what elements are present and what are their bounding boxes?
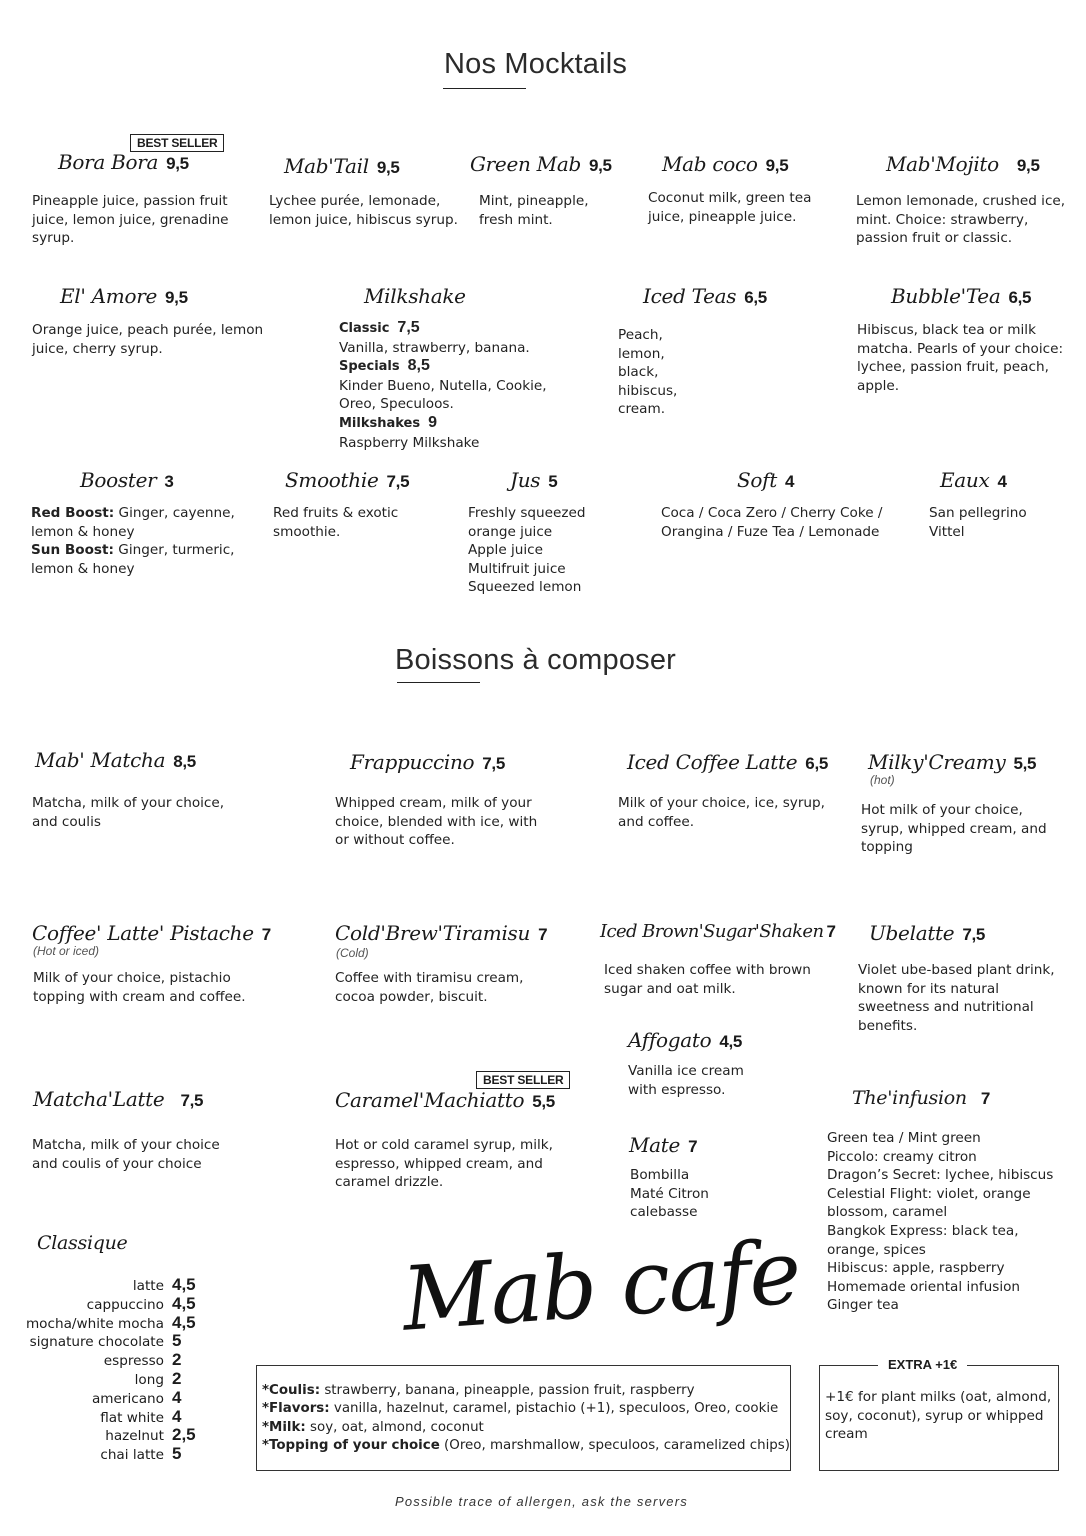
- iced-brown-sugar-title: Iced Brown'Sugar'Shaken 7: [600, 921, 836, 942]
- mocktails-section-title: Nos Mocktails: [444, 48, 628, 80]
- el-amore-title: El' Amore 9,5: [60, 284, 188, 308]
- booster-desc: Red Boost: Ginger, cayenne, lemon & honey Sun Boost: Ginger, turmeric, lemon & honey: [31, 505, 235, 577]
- the-infusion-desc: Green tea / Mint green Piccolo: creamy citron Dragon’s Secret: lychee, hibiscus Celestial Flight: violet, orange blossom, caramel Bangkok Express: black tea, orange, spices Hibiscus: apple, raspberry Homemade oriental infusion Ginger tea: [827, 1130, 1054, 1314]
- list-item: cappuccino 4,5: [86, 1293, 196, 1313]
- bubble-tea-desc: Hibiscus, black tea or milk matcha. Pearls of your choice: lychee, passion fruit, peach, apple.: [857, 322, 1064, 394]
- el-amore-desc: Orange juice, peach purée, lemon juice, cherry syrup.: [32, 322, 264, 357]
- options-box: [256, 1365, 791, 1471]
- mab-coco-title: Mab coco 9,5: [662, 152, 789, 176]
- extra-title: EXTRA +1€: [878, 1357, 967, 1372]
- the-infusion-title: The'infusion 7: [852, 1087, 991, 1109]
- affogato-title: Affogato 4,5: [628, 1028, 743, 1052]
- caramel-machiatto-desc: Hot or cold caramel syrup, milk, espresso, whipped cream, and caramel drizzle.: [335, 1137, 553, 1191]
- extra-box: [819, 1365, 1059, 1471]
- affogato-desc: Vanilla ice cream with espresso.: [628, 1063, 744, 1098]
- options-text: *Coulis: strawberry, banana, pineapple, passion fruit, raspberry *Flavors: vanilla, hazelnut, caramel, pistachio (+1), speculoos, Oreo, cookie *Milk: soy, oat, almond, coconut *Topping of your choice (Oreo, marshmallow, speculoos, caramelized chips): [262, 1383, 790, 1454]
- soft-desc: Coca / Coca Zero / Cherry Coke / Orangina / Fuze Tea / Lemonade: [661, 505, 883, 540]
- list-item: espresso 2: [103, 1350, 182, 1370]
- coffee-latte-pistache-title: Coffee' Latte' Pistache 7: [32, 921, 271, 945]
- allergen-footer: Possible trace of allergen, ask the servers: [395, 1494, 688, 1509]
- mate-title: Mate 7: [629, 1133, 698, 1157]
- eaux-desc: San pellegrino Vittel: [929, 505, 1027, 540]
- matcha-latte-desc: Matcha, milk of your choice and coulis of your choice: [32, 1137, 220, 1172]
- mabtail-desc: Lychee purée, lemonade, lemon juice, hibiscus syrup.: [269, 193, 458, 228]
- mab-cafe-logo: Mab cafe: [398, 1220, 803, 1351]
- best-seller-badge: BEST SELLER: [476, 1071, 570, 1089]
- title-underline: [397, 682, 480, 683]
- extra-text: +1€ for plant milks (oat, almond, soy, coconut), syrup or whipped cream: [825, 1389, 1052, 1443]
- classique-list: [20, 1275, 210, 1463]
- bubble-tea-title: Bubble'Tea 6,5: [891, 284, 1032, 308]
- smoothie-title: Smoothie 7,5: [285, 468, 410, 492]
- bora-bora-desc: Pineapple juice, passion fruit juice, lemon juice, grenadine syrup.: [32, 193, 229, 247]
- mab-matcha-desc: Matcha, milk of your choice, and coulis: [32, 795, 225, 830]
- green-mab-title: Green Mab 9,5: [470, 152, 612, 176]
- list-item: latte 4,5: [132, 1275, 196, 1294]
- best-seller-badge: BEST SELLER: [130, 134, 224, 152]
- bora-bora-title: Bora Bora 9,5: [58, 150, 189, 174]
- list-item: americano 4: [91, 1387, 182, 1407]
- matcha-latte-title: Matcha'Latte 7,5: [33, 1087, 204, 1111]
- milky-creamy-note: (hot): [870, 773, 895, 787]
- mab-coco-desc: Coconut milk, green tea juice, pineapple juice.: [648, 190, 812, 225]
- iced-teas-title: Iced Teas 6,5: [643, 284, 767, 308]
- list-item: chai latte 5: [100, 1444, 182, 1464]
- mab-matcha-title: Mab' Matcha 8,5: [35, 748, 196, 772]
- iced-coffee-latte-title: Iced Coffee Latte 6,5: [627, 750, 829, 774]
- iced-coffee-latte-desc: Milk of your choice, ice, syrup, and coffee.: [618, 795, 825, 830]
- frappuccino-desc: Whipped cream, milk of your choice, blended with ice, with or without coffee.: [335, 795, 538, 849]
- list-item: signature chocolate 5: [29, 1331, 182, 1351]
- ubelatte-title: Ubelatte 7,5: [869, 921, 986, 945]
- cold-brew-tiramisu-title: Cold'Brew'Tiramisu 7: [335, 921, 548, 945]
- mab-mojito-desc: Lemon lemonade, crushed ice, mint. Choice: strawberry, passion fruit or classic.: [856, 193, 1066, 247]
- booster-title: Booster 3: [80, 468, 174, 492]
- cold-brew-tiramisu-desc: Coffee with tiramisu cream, cocoa powder, biscuit.: [335, 970, 524, 1005]
- boissons-section-title: Boissons à composer: [395, 644, 677, 676]
- caramel-machiatto-title: Caramel'Machiatto 5,5: [335, 1088, 555, 1112]
- milkshake-title: Milkshake: [364, 284, 466, 308]
- coffee-latte-pistache-desc: Milk of your choice, pistachio topping with cream and coffee.: [33, 970, 246, 1005]
- milkshake-desc: Classic 7,5 Vanilla, strawberry, banana. Specials 8,5 Kinder Bueno, Nutella, Cookie, Oreo, Speculoos. Milkshakes 9 Raspberry Milkshake: [339, 319, 547, 451]
- iced-teas-desc: Peach, lemon, black, hibiscus, cream.: [618, 327, 678, 418]
- soft-title: Soft 4: [737, 468, 795, 492]
- cold-brew-tiramisu-note: (Cold): [336, 946, 369, 960]
- jus-title: Jus 5: [510, 468, 558, 492]
- jus-desc: Freshly squeezed orange juice Apple juice Multifruit juice Squeezed lemon: [468, 505, 586, 596]
- mate-desc: Bombilla Maté Citron calebasse: [630, 1167, 709, 1221]
- mab-mojito-title: Mab'Mojito 9,5: [886, 152, 1040, 176]
- title-underline: [443, 88, 526, 89]
- list-item: flat white 4: [100, 1406, 182, 1426]
- milky-creamy-title: Milky'Creamy 5,5: [868, 750, 1037, 774]
- list-item: mocha/white mocha 4,5: [25, 1312, 196, 1332]
- green-mab-desc: Mint, pineapple, fresh mint.: [479, 193, 589, 228]
- classique-title: Classique: [37, 1232, 128, 1254]
- ubelatte-desc: Violet ube-based plant drink, known for its natural sweetness and nutritional benefits.: [858, 962, 1055, 1034]
- list-item: long 2: [134, 1368, 182, 1388]
- mabtail-title: Mab'Tail 9,5: [284, 154, 400, 178]
- smoothie-desc: Red fruits & exotic smoothie.: [273, 505, 399, 540]
- coffee-latte-pistache-note: (Hot or iced): [33, 944, 100, 958]
- iced-brown-sugar-desc: Iced shaken coffee with brown sugar and oat milk.: [604, 962, 811, 997]
- frappuccino-title: Frappuccino 7,5: [350, 750, 506, 774]
- eaux-title: Eaux 4: [940, 468, 1007, 492]
- milky-creamy-desc: Hot milk of your choice, syrup, whipped cream, and topping: [861, 802, 1047, 856]
- list-item: hazelnut 2,5: [105, 1425, 196, 1445]
